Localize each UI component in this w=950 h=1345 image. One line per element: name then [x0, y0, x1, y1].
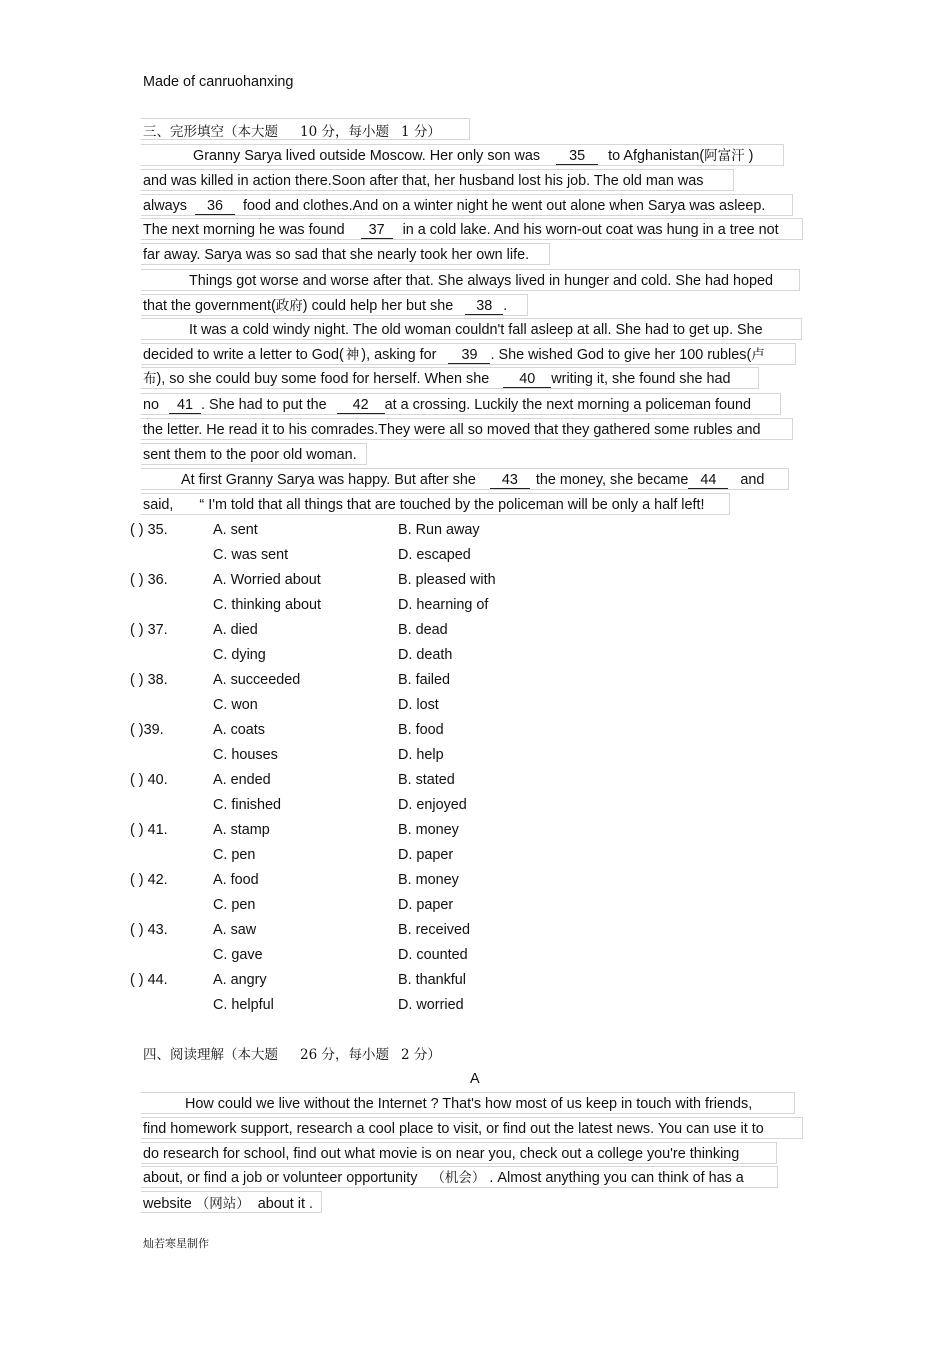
passage-line-10: 布), so she could buy some food for herself. When she 40 writing it, she found she had — [143, 371, 731, 387]
option-b[interactable]: B. pleased with — [398, 572, 496, 588]
question-number: ( ) 36. — [130, 572, 168, 588]
option-c[interactable]: C. finished — [213, 797, 281, 813]
question-number: ( ) 44. — [130, 972, 168, 988]
option-a[interactable]: A. succeeded — [213, 672, 301, 688]
option-b[interactable]: B. food — [398, 722, 444, 738]
option-c[interactable]: C. pen — [213, 847, 256, 863]
passage-line-15: said, “ I'm told that all things that are touched by the policeman will be only a half left! — [143, 497, 705, 513]
option-a[interactable]: A. angry — [213, 972, 267, 988]
blank-37[interactable]: 37 — [361, 223, 393, 239]
option-d[interactable]: D. enjoyed — [398, 797, 467, 813]
option-d[interactable]: D. counted — [398, 947, 468, 963]
option-a[interactable]: A. Worried about — [213, 572, 321, 588]
option-c[interactable]: C. dying — [213, 647, 266, 663]
blank-41[interactable]: 41 — [169, 398, 201, 414]
option-c[interactable]: C. gave — [213, 947, 263, 963]
option-d[interactable]: D. death — [398, 647, 453, 663]
question-number: ( ) 41. — [130, 822, 168, 838]
passage-line-6: Things got worse and worse after that. She always lived in hunger and cold. She had hoped — [189, 273, 773, 289]
passage-line-7: that the government(政府) could help her but she 38 . — [143, 298, 508, 314]
blank-38[interactable]: 38 — [465, 299, 503, 315]
passage-line-8: It was a cold windy night. The old woman couldn't fall asleep at all. She had to get up. She — [189, 322, 763, 338]
option-c[interactable]: C. won — [213, 697, 258, 713]
option-b[interactable]: B. money — [398, 822, 459, 838]
option-d[interactable]: D. lost — [398, 697, 439, 713]
option-d[interactable]: D. worried — [398, 997, 464, 1013]
option-c[interactable]: C. houses — [213, 747, 278, 763]
option-b[interactable]: B. thankful — [398, 972, 466, 988]
question-number: ( ) 43. — [130, 922, 168, 938]
page-header: Made of canruohanxing — [143, 74, 294, 90]
blank-44[interactable]: 44 — [688, 473, 728, 489]
passage-line-5: far away. Sarya was so sad that she nearly took her own life. — [143, 247, 530, 263]
option-d[interactable]: D. hearning of — [398, 597, 489, 613]
passage-line-14: At first Granny Sarya was happy. But after she 43 the money, she became 44 and — [181, 472, 765, 488]
option-b[interactable]: B. Run away — [398, 522, 480, 538]
blank-40[interactable]: 40 — [503, 372, 551, 388]
passage-line-1: Granny Sarya lived outside Moscow. Her only son was 35 to Afghanistan(阿富汗 ) — [193, 148, 754, 164]
passage-line-3: always 36 food and clothes.And on a winter night he went out alone when Sarya was asleep. — [143, 198, 766, 214]
passage-label-a: A — [470, 1071, 480, 1087]
option-c[interactable]: C. helpful — [213, 997, 274, 1013]
passage-line-9: decided to write a letter to God( 神 ), asking for 39 . She wished God to give her 100 rubles(卢 — [143, 347, 765, 363]
passage-line-13: sent them to the poor old woman. — [143, 447, 357, 463]
option-b[interactable]: B. received — [398, 922, 470, 938]
option-d[interactable]: D. paper — [398, 847, 454, 863]
option-a[interactable]: A. stamp — [213, 822, 270, 838]
question-number: ( ) 38. — [130, 672, 168, 688]
question-number: ( ) 35. — [130, 522, 168, 538]
question-number: ( ) 37. — [130, 622, 168, 638]
option-b[interactable]: B. dead — [398, 622, 448, 638]
option-a[interactable]: A. saw — [213, 922, 257, 938]
option-c[interactable]: C. pen — [213, 897, 256, 913]
option-b[interactable]: B. stated — [398, 772, 455, 788]
option-d[interactable]: D. help — [398, 747, 444, 763]
option-a[interactable]: A. ended — [213, 772, 271, 788]
reading-line-1: How could we live without the Internet ? That's how most of us keep in touch with friends, — [185, 1096, 753, 1112]
option-a[interactable]: A. food — [213, 872, 259, 888]
blank-42[interactable]: 42 — [337, 398, 385, 414]
question-number: ( ) 40. — [130, 772, 168, 788]
option-c[interactable]: C. was sent — [213, 547, 289, 563]
passage-line-2: and was killed in action there.Soon after that, her husband lost his job. The old man was — [143, 173, 704, 189]
passage-line-11: no 41 . She had to put the 42 at a crossing. Luckily the next morning a policeman found — [143, 397, 752, 413]
question-number: ( ) 42. — [130, 872, 168, 888]
blank-35[interactable]: 35 — [556, 149, 598, 165]
blank-39[interactable]: 39 — [448, 348, 490, 364]
option-a[interactable]: A. coats — [213, 722, 265, 738]
section-3-heading: 三、完形填空（本大题 10 分，每小题 1 分） — [143, 124, 441, 140]
option-c[interactable]: C. thinking about — [213, 597, 322, 613]
reading-line-3: do research for school, find out what movie is on near you, check out a college you're thinking — [143, 1146, 740, 1162]
option-d[interactable]: D. paper — [398, 897, 454, 913]
option-d[interactable]: D. escaped — [398, 547, 471, 563]
reading-line-5: website （网站） about it . — [143, 1196, 313, 1212]
reading-line-4: about, or find a job or volunteer opportunity （机会） . Almost anything you can think of has a — [143, 1170, 744, 1186]
question-number: ( )39. — [130, 722, 164, 738]
blank-36[interactable]: 36 — [195, 199, 235, 215]
section-4-heading: 四、阅读理解（本大题 26 分，每小题 2 分） — [143, 1047, 441, 1063]
option-a[interactable]: A. sent — [213, 522, 258, 538]
passage-line-12: the letter. He read it to his comrades.They were all so moved that they gathered some rubles and — [143, 422, 761, 438]
reading-line-2: find homework support, research a cool place to visit, or find out the latest news. You can use it to — [143, 1121, 764, 1137]
blank-43[interactable]: 43 — [490, 473, 530, 489]
passage-line-4: The next morning he was found 37 in a cold lake. And his worn-out coat was hung in a tree not — [143, 222, 779, 238]
option-a[interactable]: A. died — [213, 622, 258, 638]
option-b[interactable]: B. money — [398, 872, 459, 888]
option-b[interactable]: B. failed — [398, 672, 450, 688]
page-footer: 灿若寒星制作 — [143, 1237, 209, 1250]
